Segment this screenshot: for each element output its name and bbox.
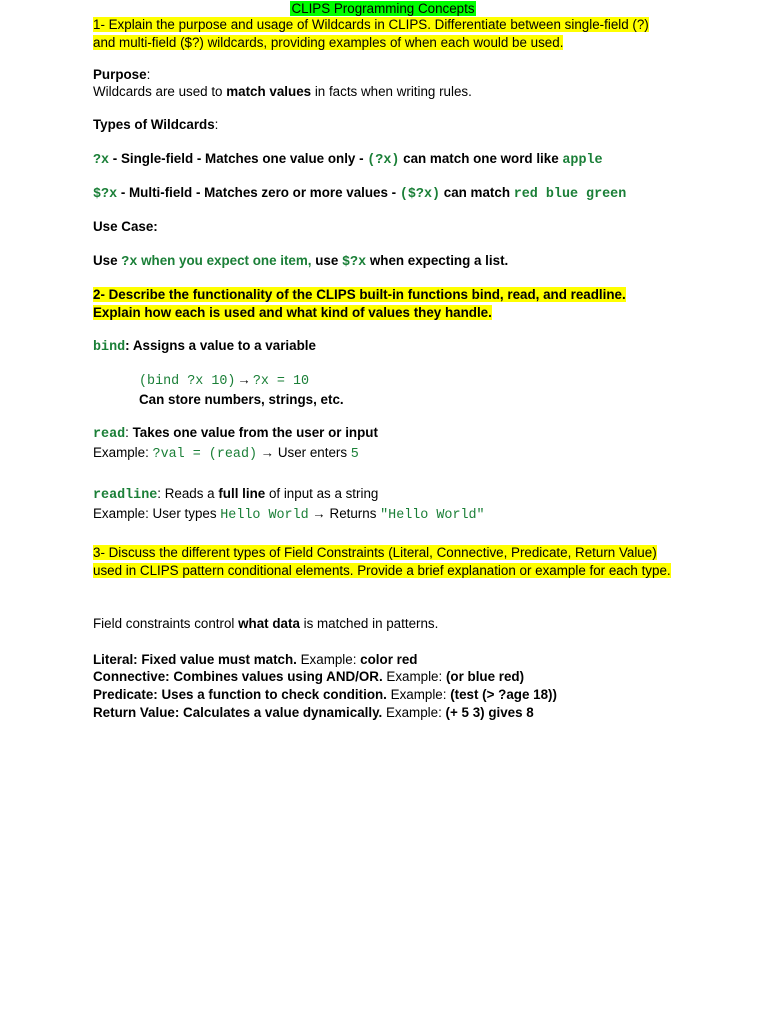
readline-example-line [93,505,673,525]
constraint-connective [93,668,673,686]
constraint-example-label: Example: [382,705,446,720]
purpose-heading: Purpose [93,67,147,82]
question-3 [93,544,673,580]
purpose-colon: : [146,67,151,82]
readline-example-mid: Returns [325,506,381,521]
arrow-icon: → [237,372,251,387]
readline-example-code: Hello World [220,508,309,523]
single-field-word: apple [562,153,603,168]
bind-desc: : Assigns a value to a variable [125,338,316,353]
types-colon: : [214,117,219,132]
bind-code: bind [93,340,126,355]
readline-bold: full line [218,486,266,501]
use-code-single: ?x [121,255,138,270]
single-field-code: ?x [93,153,110,168]
constraint-predicate [93,686,673,704]
bind-example-line [93,371,719,391]
readline-code: readline [93,488,158,503]
multi-field-text: - Multi-field - Matches zero or more values - [117,185,400,200]
use-case-line [93,252,673,272]
read-example-line [93,444,673,464]
readline-post: of input as a string [265,486,379,501]
use-post: when expecting a list. [366,253,509,268]
purpose-text [93,83,673,101]
constraint-return-value [93,704,673,722]
constraint-example: (or blue red) [445,669,525,684]
read-desc: Takes one value from the user or input [132,425,378,440]
use-and: use [311,253,343,268]
read-example-value: 5 [350,447,359,462]
page-title: CLIPS Programming Concepts [291,1,475,16]
bind-note: Can store numbers, strings, etc. [139,392,344,407]
constraint-label: Connective: Combines values using AND/OR. [93,669,383,684]
purpose-heading-line [93,66,673,84]
purpose-post: in facts when writing rules. [311,84,472,99]
question-1 [93,16,673,52]
use-pre: Use [93,253,122,268]
constraints-intro [93,615,673,633]
intro-pre: Field constraints control [93,616,239,631]
multi-field-mid: can match [440,185,514,200]
intro-post: is matched in patterns. [299,616,439,631]
multi-field-line [93,184,673,204]
read-line [93,424,673,444]
constraint-example: (+ 5 3) gives 8 [445,705,534,720]
readline-pre: : Reads a [157,486,219,501]
multi-field-words: red blue green [513,187,627,202]
bind-result: ?x = 10 [252,374,310,389]
question-3-text: 3- Discuss the different types of Field Constraints (Literal, Connective, Predicate, Return Value) used in CLIPS pattern conditional elements. Provide a brief explanation or example for each type. [93,545,671,578]
single-field-mid: can match one word like [399,151,563,166]
purpose-bold: match values [226,84,312,99]
read-colon: : [125,425,133,440]
constraint-example: color red [360,652,418,667]
single-field-example: (?x) [367,153,400,168]
constraint-example-label: Example: [296,652,361,667]
constraint-literal [93,651,673,669]
bind-example: (bind ?x 10) [139,374,236,389]
constraint-example: (test (> ?age 18)) [450,687,557,702]
question-2 [93,286,673,322]
readline-example-result: "Hello World" [380,508,485,523]
question-2-text: 2- Describe the functionality of the CLIPS built-in functions bind, read, and readline. Explain how each is used and what kind of values they handle. [93,287,626,320]
constraint-example-label: Example: [386,687,451,702]
types-heading: Types of Wildcards [93,117,215,132]
single-field-text: - Single-field - Matches one value only - [109,151,368,166]
constraint-label: Literal: Fixed value must match. [93,652,297,667]
bind-line [93,337,673,357]
readline-line [93,485,673,505]
read-example-post: User enters [274,445,351,460]
multi-field-code: $?x [93,187,118,202]
intro-bold: what data [238,616,300,631]
multi-field-example: ($?x) [399,187,441,202]
single-field-line [93,150,673,170]
question-1-text: 1- Explain the purpose and usage of Wildcards in CLIPS. Differentiate between single-field (?) and multi-field ($?) wildcards, providing examples of when each would be used. [93,17,649,50]
use-code-multi: $?x [342,255,367,270]
constraint-label: Return Value: Calculates a value dynamically. [93,705,383,720]
read-example-code: ?val = (read) [152,447,258,462]
purpose-pre: Wildcards are used to [93,84,227,99]
read-code: read [93,427,126,442]
use-mid: when you expect one item, [137,253,312,268]
use-case-heading: Use Case: [93,219,158,234]
constraint-label: Predicate: Uses a function to check condition. [93,687,387,702]
constraint-example-label: Example: [382,669,446,684]
arrow-icon: → [260,445,275,460]
readline-example-label: Example: User types [93,506,221,521]
arrow-icon: → [312,506,326,521]
read-example-label: Example: [93,445,153,460]
types-heading-line [93,116,673,134]
